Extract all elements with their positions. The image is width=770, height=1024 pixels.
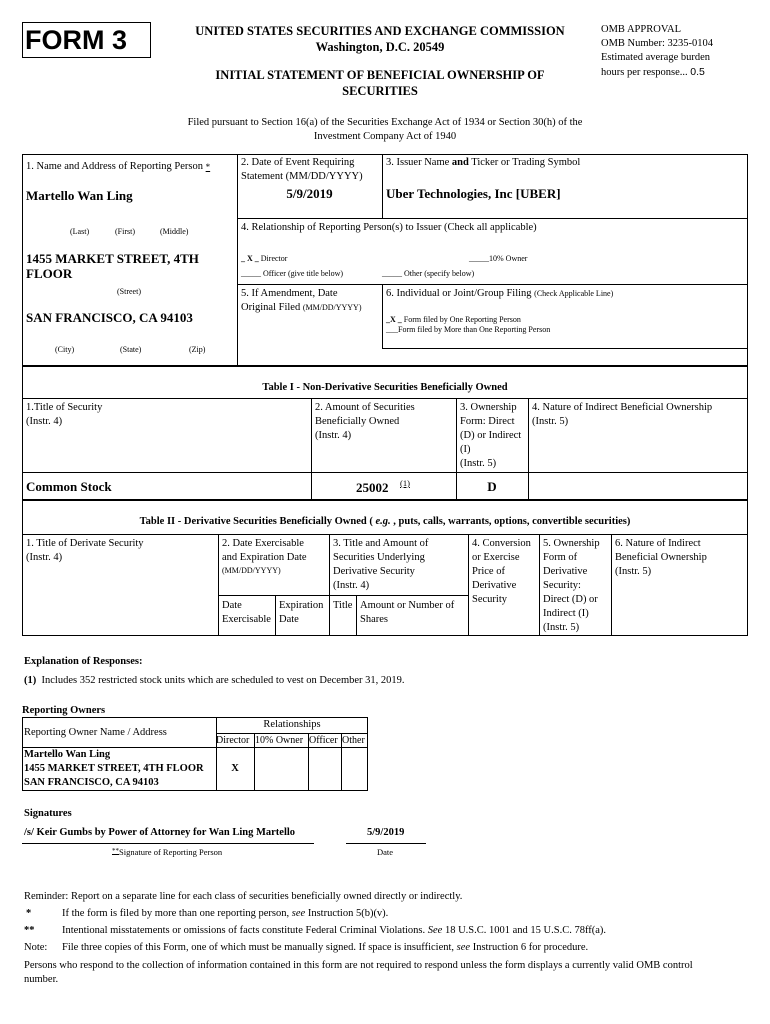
signature-star: ** — [112, 847, 119, 855]
persons-notice-1: Persons who respond to the collection of information contained in this form are not required to respond unless the form displays a currently valid OMB control — [24, 960, 693, 971]
t2-col2-h3: (MM/DD/YYYY) — [222, 566, 281, 575]
box2-label-2: Statement (MM/DD/YYYY) — [241, 171, 363, 182]
divider — [382, 348, 748, 349]
omb-number: OMB Number: 3235-0104 — [601, 38, 713, 49]
omb-burden-2 — [601, 66, 705, 78]
star1-post: Instruction 5(b)(v). — [305, 908, 389, 919]
ro-address-2: SAN FRANCISCO, CA 94103 — [24, 777, 159, 788]
t1-col3-h3: (D) or Indirect — [460, 430, 522, 441]
officer-label: Officer (give title below) — [263, 269, 344, 278]
other-label: Other (specify below) — [404, 269, 475, 278]
box3-label-pre: 3. Issuer Name — [386, 157, 452, 168]
form-title-2: SECURITIES — [342, 84, 418, 98]
t2-col3-title: Title — [333, 600, 353, 611]
explanation-note — [24, 675, 405, 686]
t2-col3-amt-1: Amount or Number of — [360, 600, 455, 611]
divider — [611, 534, 612, 636]
t2-col6-h3: (Instr. 5) — [615, 566, 652, 577]
ro-col-ten-pct: 10% Owner — [255, 735, 304, 746]
t2-col6-h2: Beneficial Ownership — [615, 552, 707, 563]
star2-post: 18 U.S.C. 1001 and 15 U.S.C. 78ff(a). — [442, 925, 607, 936]
t2-col1-h1: 1. Title of Derivate Security — [26, 538, 144, 549]
note-pre: File three copies of this Form, one of which must be manually signed. If space is insufficient, — [62, 942, 457, 953]
reporting-owners-heading: Reporting Owners — [22, 705, 106, 716]
filed-pursuant-2: Investment Company Act of 1940 — [313, 131, 457, 142]
footnote-star-text — [62, 908, 388, 919]
explanation-heading: Explanation of Responses: — [24, 656, 143, 667]
divider — [218, 534, 219, 636]
t2-col2-exp-2: Date — [279, 614, 299, 625]
box5-label-fmt: (MM/DD/YYYY) — [302, 303, 362, 312]
street-line-2: FLOOR — [26, 266, 73, 281]
t2-col5-h2: Form of — [543, 552, 578, 563]
omb-burden-1: Estimated average burden — [601, 52, 711, 63]
box1-label — [26, 160, 210, 174]
divider — [382, 154, 383, 218]
signature-line — [22, 843, 314, 844]
ro-col-relationships: Relationships — [263, 719, 321, 730]
box5-label-2 — [241, 301, 362, 315]
form-title-1: INITIAL STATEMENT OF BENEFICIAL OWNERSHIP OF — [215, 68, 545, 82]
t2-col5-h3: Derivative — [543, 566, 588, 577]
director-option — [241, 254, 287, 263]
t2-col4-h2: or Exercise — [472, 552, 520, 563]
note-post: Instruction 6 for procedure. — [470, 942, 589, 953]
note-text — [62, 942, 588, 953]
divider — [218, 595, 468, 596]
divider — [311, 398, 312, 472]
director-check: _ X _ — [241, 254, 259, 263]
divider — [237, 284, 748, 285]
box3-label — [386, 156, 580, 170]
t2-col4-h1: 4. Conversion — [472, 538, 531, 549]
event-date: 5/9/2019 — [286, 186, 333, 201]
ro-address-1: 1455 MARKET STREET, 4TH FLOOR — [24, 763, 204, 774]
ten-pct-label: 10% Owner — [489, 254, 528, 263]
t2-col5-h4: Security: — [543, 580, 581, 591]
star2-see: See — [427, 925, 443, 936]
table2-title-pre: Table II - Derivative Securities Beneficially Owned ( — [139, 516, 376, 527]
box3-label-post: Ticker or Trading Symbol — [468, 157, 581, 168]
label-middle: (Middle) — [160, 227, 189, 236]
signature-label-text: Signature of Reporting Person — [119, 847, 223, 857]
t2-col5-h1: 5. Ownership — [543, 538, 600, 549]
label-last: (Last) — [70, 227, 90, 236]
ten-pct-check: _____ — [469, 254, 489, 263]
omb-approval: OMB APPROVAL — [601, 24, 682, 35]
date-label: Date — [377, 847, 394, 857]
ro-col-other: Other — [342, 735, 365, 746]
t1-col4-h1: 4. Nature of Indirect Beneficial Ownership — [532, 402, 713, 413]
divider — [456, 398, 457, 472]
label-state: (State) — [120, 345, 142, 354]
t2-col3-amt-2: Shares — [360, 614, 388, 625]
divider — [311, 472, 312, 500]
form-label: FORM 3 — [25, 25, 128, 55]
divider — [382, 284, 383, 348]
city-state-zip: SAN FRANCISCO, CA 94103 — [26, 310, 193, 325]
reminder: Reminder: Report on a separate line for each class of securities beneficially owned directly or indirectly. — [24, 891, 463, 902]
street-line-1: 1455 MARKET STREET, 4TH — [26, 251, 199, 266]
t1-col3-h2: Form: Direct — [460, 416, 515, 427]
persons-notice-2: number. — [24, 974, 59, 985]
t2-col3-h3: Derivative Security — [333, 566, 415, 577]
footnote-star: * — [26, 908, 32, 919]
t2-col4-h3: Price of — [472, 566, 505, 577]
divider — [275, 595, 276, 636]
star1-see: see — [291, 908, 306, 919]
label-city: (City) — [55, 345, 75, 354]
t2-col6-h1: 6. Nature of Indirect — [615, 538, 701, 549]
note-see: see — [456, 942, 471, 953]
signatures-heading: Signatures — [24, 808, 72, 819]
t1-row-amount: 25002 — [356, 480, 389, 495]
box5-label-2-text: Original Filed — [241, 302, 301, 313]
divider — [22, 398, 748, 399]
t2-col5-h5: Direct (D) or — [543, 594, 598, 605]
agency-location: Washington, D.C. 20549 — [315, 40, 445, 54]
t2-col2-date-1: Date — [222, 600, 242, 611]
t2-col3-h1: 3. Title and Amount of — [333, 538, 429, 549]
t1-col1-h2: (Instr. 4) — [26, 416, 63, 427]
filing-one-label: Form filed by One Reporting Person — [403, 315, 521, 324]
t2-col3-h4: (Instr. 4) — [333, 580, 370, 591]
date-line — [346, 843, 426, 844]
t2-col4-h5: Security — [472, 594, 507, 605]
divider — [528, 472, 529, 500]
t1-col2-h1: 2. Amount of Securities — [315, 402, 415, 413]
omb-burden-label: hours per response... — [601, 67, 688, 78]
label-zip: (Zip) — [189, 345, 206, 354]
ro-name: Martello Wan Ling — [24, 749, 111, 760]
filing-option-more — [386, 325, 550, 334]
divider — [528, 398, 529, 472]
issuer-name: Uber Technologies, Inc [UBER] — [386, 186, 561, 201]
other-check: _____ — [382, 269, 402, 278]
box2-label-1: 2. Date of Event Requiring — [241, 157, 355, 168]
box6-label-text: 6. Individual or Joint/Group Filing — [386, 288, 532, 299]
t2-col2-date-2: Exercisable — [222, 614, 271, 625]
officer-check: _____ — [241, 269, 261, 278]
filing-one-check: _X _ — [386, 315, 402, 324]
filing-more-check: ___ — [386, 325, 398, 334]
divider — [468, 534, 469, 636]
officer-option — [241, 269, 343, 278]
t1-col2-h3: (Instr. 4) — [315, 430, 352, 441]
t1-col2-h2: Beneficially Owned — [315, 416, 400, 427]
t2-col3-h2: Securities Underlying — [333, 552, 425, 563]
t2-col2-h1: 2. Date Exercisable — [222, 538, 304, 549]
director-label: Director — [260, 254, 288, 263]
label-street: (Street) — [117, 287, 141, 296]
t2-col4-h4: Derivative — [472, 580, 517, 591]
ro-col-director: Director — [216, 735, 250, 746]
box3-label-and: and — [451, 157, 469, 168]
star2-pre: Intentional misstatements or omissions of facts constitute Federal Criminal Violations. — [62, 925, 428, 936]
note-label: Note: — [24, 942, 48, 953]
ten-pct-option — [469, 254, 527, 263]
divider — [329, 534, 330, 636]
t1-col3-h1: 3. Ownership — [460, 402, 517, 413]
filing-more-label: Form filed by More than One Reporting Person — [398, 325, 551, 334]
box6-label — [386, 287, 613, 301]
table2-title-post: , puts, calls, warrants, options, convertible securities) — [390, 516, 631, 527]
table1-title: Table I - Non-Derivative Securities Beneficially Owned — [262, 382, 508, 393]
footnote-double-star-text — [62, 925, 606, 936]
filed-pursuant-1: Filed pursuant to Section 16(a) of the Securities Exchange Act of 1934 or Section 30(h) of the — [187, 117, 583, 128]
box4-label: 4. Relationship of Reporting Person(s) to Issuer (Check all applicable) — [241, 222, 537, 233]
box6-label-small: (Check Applicable Line) — [534, 289, 614, 298]
ro-director-mark: X — [231, 763, 239, 774]
footnote-double-star: ** — [24, 925, 35, 936]
t1-row-footnote[interactable]: (1) — [400, 478, 410, 488]
omb-burden-value: 0.5 — [690, 66, 705, 78]
t2-col5-h7: (Instr. 5) — [543, 622, 580, 633]
divider — [539, 534, 540, 636]
ro-col-officer: Officer — [309, 735, 338, 746]
t1-row-title: Common Stock — [26, 479, 112, 494]
t2-col5-h6: Indirect (I) — [543, 608, 589, 619]
divider — [22, 472, 748, 473]
signer-name: /s/ Keir Gumbs by Power of Attorney for Wan Ling Martello — [24, 827, 296, 838]
explanation-note-text: Includes 352 restricted stock units which are scheduled to vest on December 31, 2019. — [41, 675, 405, 686]
t1-col3-h4: (I) — [460, 444, 471, 455]
divider — [356, 595, 357, 636]
label-first: (First) — [115, 227, 135, 236]
ro-col-name: Reporting Owner Name / Address — [24, 727, 167, 738]
t2-col2-h2: and Expiration Date — [222, 552, 307, 563]
box1-label-text: 1. Name and Address of Reporting Person — [26, 161, 204, 172]
other-option — [382, 269, 474, 278]
filing-option-one — [386, 315, 521, 324]
t1-col4-h2: (Instr. 5) — [532, 416, 569, 427]
signature-label — [112, 847, 222, 857]
divider — [237, 218, 748, 219]
t2-col1-h2: (Instr. 4) — [26, 552, 63, 563]
divider — [22, 534, 748, 535]
explanation-note-num: (1) — [24, 675, 37, 686]
reporting-person-name: Martello Wan Ling — [26, 188, 133, 203]
star1-pre: If the form is filed by more than one reporting person, — [62, 908, 292, 919]
agency-name: UNITED STATES SECURITIES AND EXCHANGE COMMISSION — [195, 24, 565, 38]
box1-star: * — [205, 162, 211, 172]
table2-title-eg: e.g. — [375, 516, 391, 527]
t1-col1-h1: 1.Title of Security — [26, 402, 103, 413]
t1-col3-h5: (Instr. 5) — [460, 458, 497, 469]
signature-date: 5/9/2019 — [367, 827, 405, 838]
box5-label-1: 5. If Amendment, Date — [241, 288, 338, 299]
t2-col2-exp-1: Expiration — [279, 600, 324, 611]
table2-title — [22, 516, 748, 527]
t1-row-form: D — [487, 479, 497, 494]
